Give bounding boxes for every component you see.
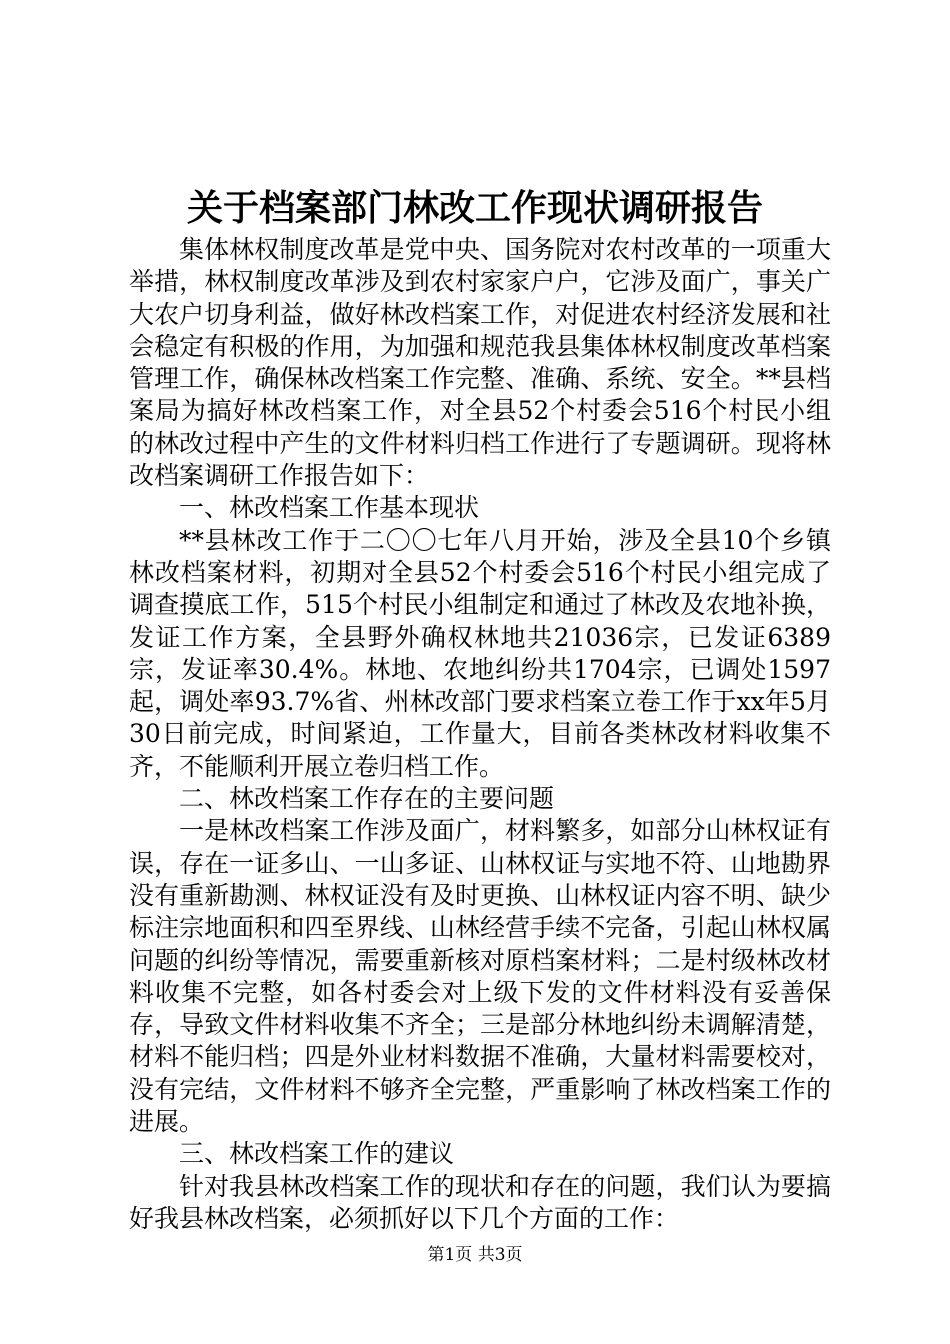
section-heading-2: 二、林改档案工作存在的主要问题 — [179, 784, 555, 814]
section-heading-1: 一、林改档案工作基本现状 — [179, 493, 480, 523]
paragraph-status: **县林改工作于二〇〇七年八月开始，涉及全县10个乡镇林改档案材料，初期对全县52个村委会516个村民小组完成了调查摸底工作，515个村民小组制定和通过了林改及农地补换，发证工作方案，全县野外确权林地共21036宗，已发证6389宗，发证率30.4%。林地、农地纠纷共1704宗，已调处1597起，调处率93.7%省、州林改部门要求档案立卷工作于xx年5月30日前完成，时间紧迫，工作量大，目前各类林改材料收集不齐，不能顺利开展立卷归档工作。 — [129, 525, 831, 781]
document-body — [129, 234, 831, 1235]
paragraph-suggestions: 针对我县林改档案工作的现状和存在的问题，我们认为要搞好我县林改档案，必须抓好以下几个方面的工作： — [129, 1171, 831, 1233]
paragraph-problems: 一是林改档案工作涉及面广，材料繁多，如部分山林权证有误，存在一证多山、一山多证、山林权证与实地不符、山地勘界没有重新勘测、林权证没有及时更换、山林权证内容不明、缺少标注宗地面积和四至界线、山林经营手续不完备，引起山林权属问题的纠纷等情况，需要重新核对原档案材料；二是村级林改材料收集不完整，如各村委会对上级下发的文件材料没有妥善保存，导致文件材料收集不齐全；三是部分林地纠纷未调解清楚，材料不能归档；四是外业材料数据不准确，大量材料需要校对，没有完结，文件材料不够齐全完整，严重影响了林改档案工作的进展。 — [129, 816, 831, 1137]
document-title: 关于档案部门林改工作现状调研报告 — [186, 187, 763, 229]
section-heading-3: 三、林改档案工作的建议 — [179, 1139, 455, 1169]
page-footer: 第1页 共3页 — [427, 1245, 523, 1265]
paragraph-intro: 集体林权制度改革是党中央、国务院对农村改革的一项重大举措，林权制度改革涉及到农村家家户户，它涉及面广，事关广大农户切身利益，做好林改档案工作，对促进农村经济发展和社会稳定有积极的作用，为加强和规范我县集体林权制度改革档案管理工作，确保林改档案工作完整、准确、系统、安全。**县档案局为搞好林改档案工作，对全县52个村委会516个村民小组的林改过程中产生的文件材料归档工作进行了专题调研。现将林改档案调研工作报告如下： — [129, 235, 831, 491]
